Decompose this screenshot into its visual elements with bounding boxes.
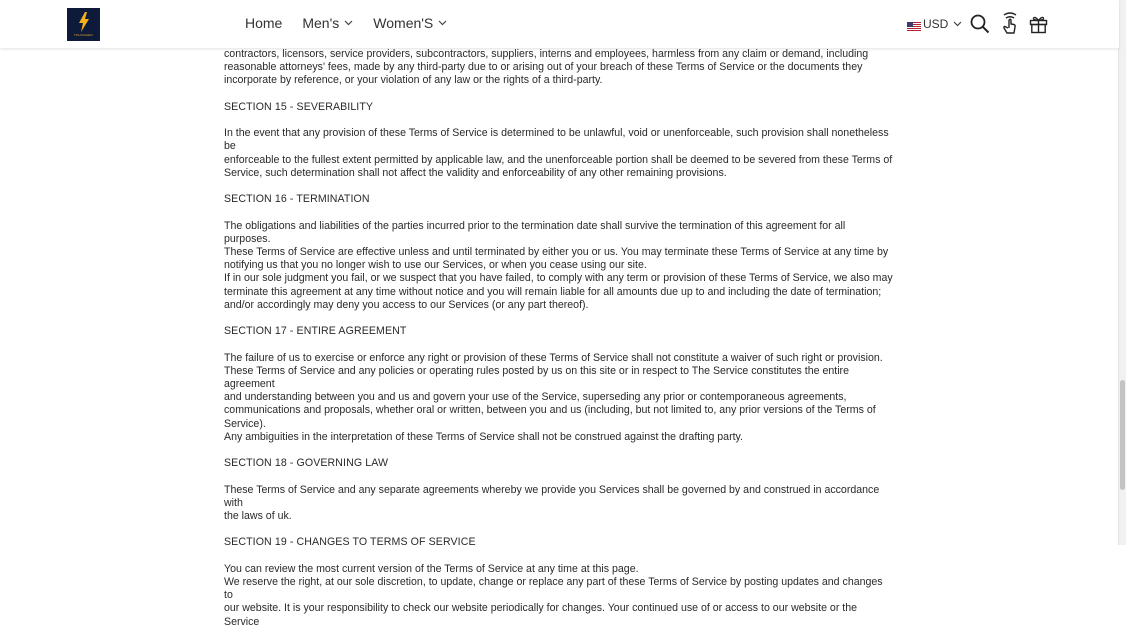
chevron-down-icon: [438, 20, 447, 26]
paragraph-line: contractors, licensors, service providers, subcontractors, suppliers, interns and employees, harmless from any claim or demand, including: [224, 48, 869, 60]
section-15-heading: SECTION 15 - SEVERABILITY: [224, 100, 374, 113]
search-icon[interactable]: [969, 13, 991, 35]
paragraph-line: terminate this agreement at any time without notice and you will remain liable for all amounts due up to and including the date of termination;: [224, 285, 882, 298]
paragraph-line: You can review the most current version of the Terms of Service at any time at this page.: [224, 562, 639, 575]
nav-item-home[interactable]: [245, 15, 282, 31]
paragraph-line: and/or accordingly may deny you access to our Services (or any part thereof).: [224, 298, 589, 311]
section-19-heading: SECTION 19 - CHANGES TO TERMS OF SERVICE: [224, 536, 476, 549]
paragraph-line: If in our sole judgment you fail, or we suspect that you have failed, to comply with any term or provision of these Terms of Service, we also may: [224, 272, 893, 285]
currency-label: USD: [923, 17, 949, 31]
nav-item-label: Men's: [302, 15, 340, 31]
section-17-body: [224, 352, 894, 444]
section-18-body: [224, 484, 894, 524]
paragraph-line: These Terms of Service and any policies or operating rules posted by us on this site or in respect to The Service constitutes the entire agreement: [224, 364, 849, 390]
logo-text: TOUCHGEO: [74, 33, 93, 37]
paragraph-line: The failure of us to exercise or enforce any right or provision of these Terms of Service shall not constitute a waiver of such right or provision.: [224, 351, 883, 364]
intro-paragraph: [224, 48, 894, 88]
paragraph-line: notifying us that you no longer wish to use our Services, or when you cease using our site.: [224, 259, 647, 272]
paragraph-line: These Terms of Service and any separate agreements whereby we provide you Services shall be governed by and construed in accordance with: [224, 483, 880, 509]
paragraph-line: We reserve the right, at our sole discretion, to update, change or replace any part of these Terms of Service by posting updates and changes to: [224, 575, 883, 602]
section-15-body: [224, 127, 894, 180]
gift-icon[interactable]: [1028, 14, 1048, 34]
page-scrollbar[interactable]: [1118, 0, 1126, 545]
terms-content: [224, 48, 894, 629]
paragraph-line: incorporate by reference, or your violation of any law or the rights of a third-party.: [224, 74, 603, 87]
paragraph-line: the laws of uk.: [224, 509, 292, 522]
paragraph-line: In the event that any provision of these Terms of Service is determined to be unlawful, void or unenforceable, such provision shall nonetheless be: [224, 127, 889, 153]
us-flag-icon: [907, 20, 921, 29]
main-nav: [245, 15, 467, 31]
paragraph-line: and understanding between you and us and govern your use of the Service, superseding any prior or contemporaneous agreements,: [224, 391, 847, 404]
currency-selector[interactable]: [907, 17, 962, 31]
paragraph-line: our website. It is your responsibility to check our website periodically for changes. Your continued use of or access to our website or the Service: [224, 602, 858, 628]
nav-item-label: Home: [245, 15, 283, 31]
paragraph-line: These Terms of Service are effective unless and until terminated by either you or us. You may terminate these Terms of Service at any time by: [224, 245, 889, 258]
chevron-down-icon: [344, 20, 353, 26]
paragraph-line: Service, such determination shall not affect the validity and enforceability of any other remaining provisions.: [224, 166, 727, 179]
section-17-heading: SECTION 17 - ENTIRE AGREEMENT: [224, 325, 407, 338]
nav-item-womens[interactable]: [373, 15, 447, 31]
paragraph-line: Service).: [224, 417, 266, 430]
scrollbar-thumb[interactable]: [1120, 380, 1125, 490]
touch-icon[interactable]: [999, 11, 1021, 37]
paragraph-line: reasonable attorneys' fees, made by any third-party due to or arising out of your breach of these Terms of Service or the documents they: [224, 61, 863, 74]
brand-logo[interactable]: [67, 8, 100, 41]
section-16-body: [224, 220, 894, 312]
nav-item-mens[interactable]: [302, 15, 353, 31]
paragraph-line: communications and proposals, whether oral or written, between you and us (including, but not limited to, any prior versions of the Terms of: [224, 404, 876, 417]
section-16-heading: SECTION 16 - TERMINATION: [224, 193, 370, 206]
lightning-logo-icon: [77, 12, 91, 32]
paragraph-line: enforceable to the fullest extent permitted by applicable law, and the unenforceable portion shall be deemed to be severed from these Terms of: [224, 153, 893, 166]
section-19-body: [224, 563, 894, 629]
site-header: [0, 0, 1119, 48]
paragraph-line: The obligations and liabilities of the parties incurred prior to the termination date shall survive the termination of this agreement for all purposes.: [224, 219, 846, 245]
section-18-heading: SECTION 18 - GOVERNING LAW: [224, 457, 389, 470]
nav-item-label: Women'S: [373, 15, 434, 31]
paragraph-line: Any ambiguities in the interpretation of these Terms of Service shall not be construed against the drafting party.: [224, 430, 743, 443]
chevron-down-icon: [953, 21, 962, 27]
